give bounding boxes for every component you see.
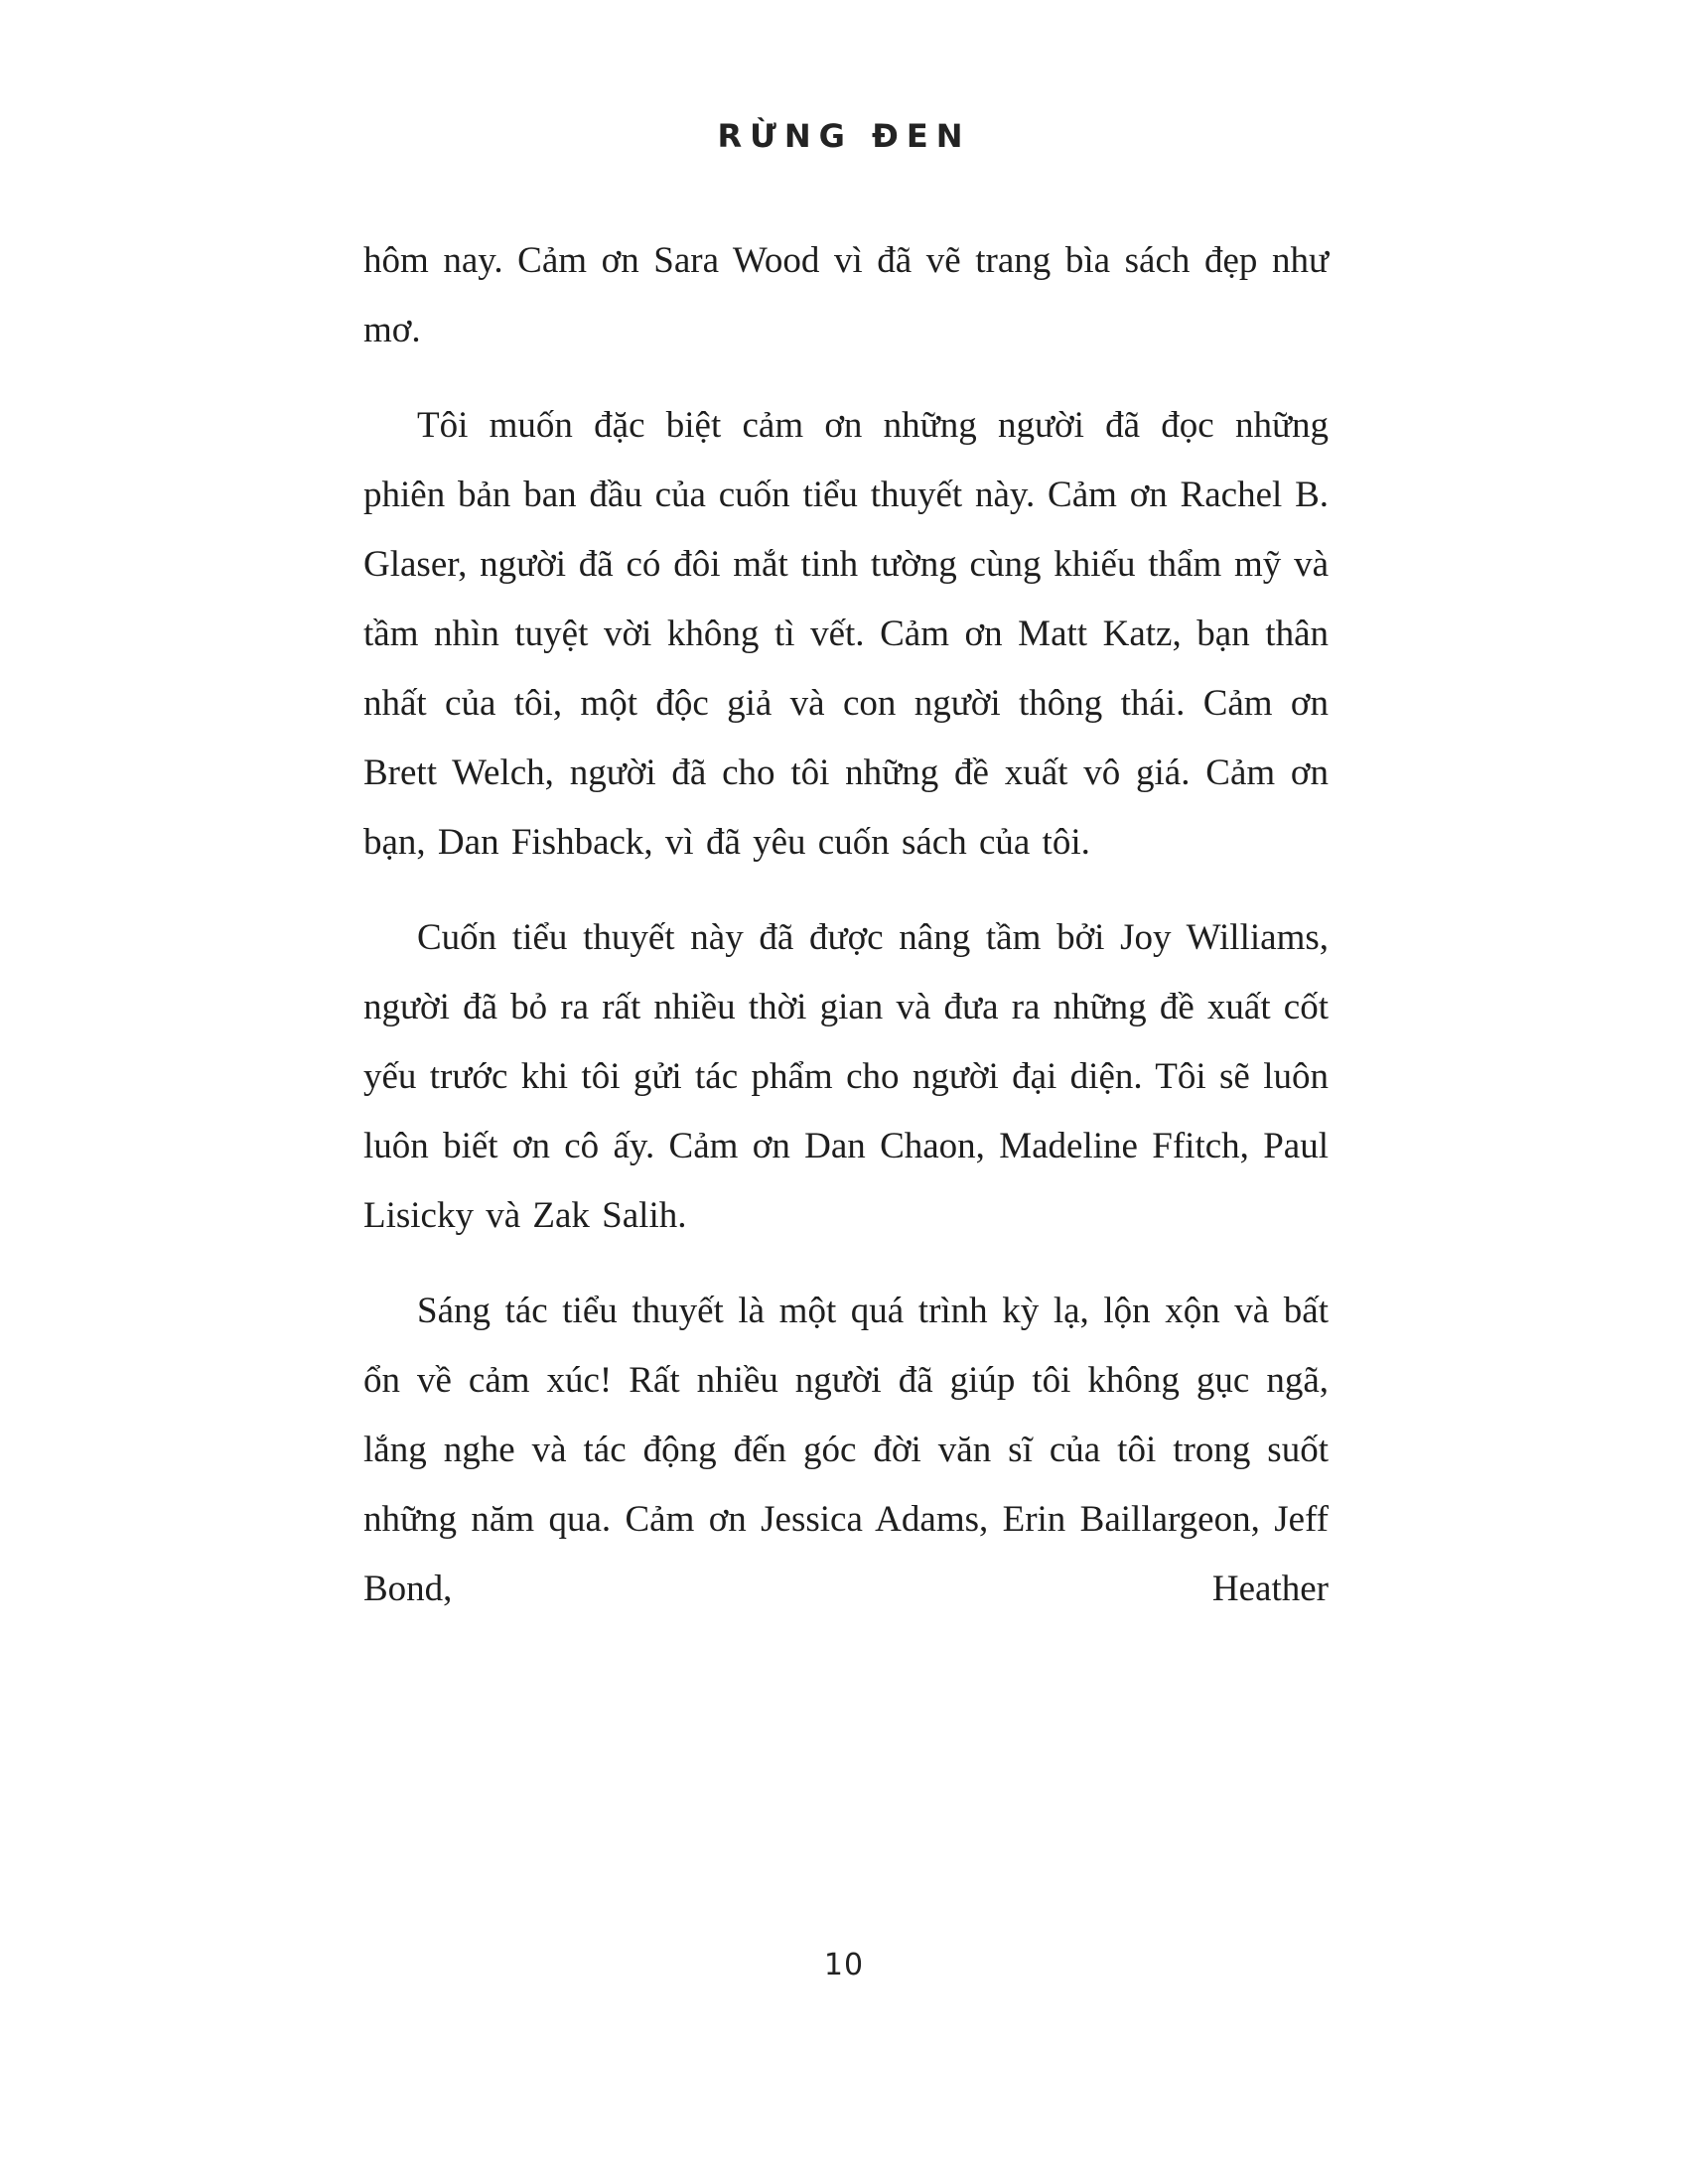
paragraph: Tôi muốn đặc biệt cảm ơn những người đã đọc những phiên bản ban đầu của cuốn tiểu thuyết này. Cảm ơn Rachel B. Glaser, người đã có đôi mắt tinh tường cùng khiếu thẩm mỹ và tầm nhìn tuyệt vời không tì vết. Cảm ơn Matt Katz, bạn thân nhất của tôi, một độc giả và con người thông thái. Cảm ơn Brett Welch, người đã cho tôi những đề xuất vô giá. Cảm ơn bạn, Dan Fishback, vì đã yêu cuốn sách của tôi. <box>363 405 1329 863</box>
page-number: 10 <box>823 1948 865 1982</box>
paragraph: Sáng tác tiểu thuyết là một quá trình kỳ lạ, lộn xộn và bất ổn về cảm xúc! Rất nhiều người đã giúp tôi không gục ngã, lắng nghe và tác động đến góc đời văn sĩ của tôi trong suốt những năm qua. Cảm ơn Jessica Adams, Erin Baillargeon, Jeff Bond, Heather <box>363 1291 1329 1609</box>
running-header: RỪNG ĐEN <box>717 117 971 155</box>
paragraph: hôm nay. Cảm ơn Sara Wood vì đã vẽ trang bìa sách đẹp như mơ. <box>363 240 1329 350</box>
page-content <box>363 226 1329 1650</box>
paragraph: Cuốn tiểu thuyết này đã được nâng tầm bởi Joy Williams, người đã bỏ ra rất nhiều thời gian và đưa ra những đề xuất cốt yếu trước khi tôi gửi tác phẩm cho người đại diện. Tôi sẽ luôn luôn biết ơn cô ấy. Cảm ơn Dan Chaon, Madeline Ffitch, Paul Lisicky và Zak Salih. <box>363 917 1329 1236</box>
